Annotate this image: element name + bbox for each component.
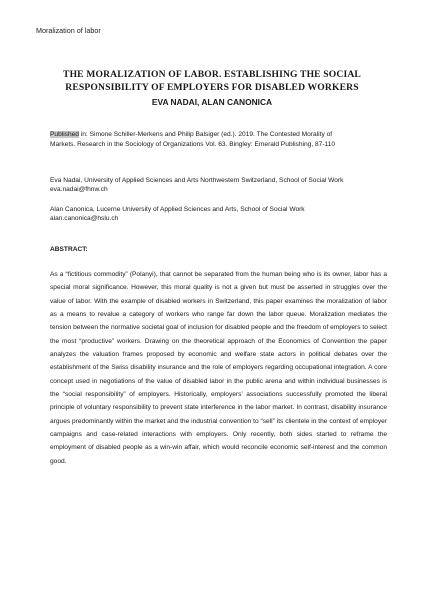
- author-email: eva.nadai@fhnw.ch: [50, 186, 108, 194]
- authors: EVA NADAI, ALAN CANONICA: [151, 97, 273, 107]
- author-email: alan.canonica@hslu.ch: [50, 215, 119, 223]
- paper-title: [36, 68, 388, 94]
- affiliation-text: Alan Canonica, Lucerne University of Applied Sciences and Arts, School of Social Work: [50, 206, 305, 213]
- running-header: Moralization of labor: [36, 26, 101, 35]
- author-affiliation-1: [50, 176, 386, 194]
- title-line-1: THE MORALIZATION OF LABOR. ESTABLISHING THE SOCIAL: [63, 69, 361, 80]
- abstract-heading: ABSTRACT:: [50, 246, 88, 253]
- abstract-body: As a “fictitious commodity” (Polanyi), that cannot be separated from the human being who is its owner, labor has a special moral significance. However, this moral quality is not a given but must be asserted in struggles over the value of labor. With the example of disabled workers in Switzerland, this paper examines the moralization of labor as a means to revalue a category of workers who range far down the labor queue. Moralization mediates the tension between the normative societal goal of inclusion for disabled people and the freedom of employers to select the most “productive” workers. Drawing on the theoretical approach of the Economics of Convention the paper analyzes the valuation frames proposed by economic and welfare state actors in political debates over the establishment of the Swiss disability insurance and the role of employers regarding occupational integration. A core concept used in negotiations of the value of disabled labor in the public arena and within individual businesses is the “social responsibility” of employers. Historically, employers’ associations successfully promoted the liberal principle of voluntary responsibility to prevent state interference in the labor market. In contrast, disability insurance argues predominantly within the market and the industrial convention to “sell” its clientele in the context of employer campaigns and case-related interactions with employers. Only recently, both sides started to reframe the employment of disabled people as a win-win affair, which would reconcile economic self-interest and the common good.: [50, 271, 387, 465]
- affiliation-text: Eva Nadai, University of Applied Sciences and Arts Northwestern Switzerland, School of Social Work: [50, 177, 344, 184]
- published-highlight: Published: [50, 131, 79, 138]
- title-block: [36, 68, 388, 107]
- publication-info: [50, 130, 386, 149]
- published-line-1: in: Simone Schiller-Merkens and Philip Balsiger (ed.). 2019. The Contested Morality of: [78, 131, 333, 138]
- title-line-2: RESPONSIBILITY OF EMPLOYERS FOR DISABLED WORKERS: [65, 82, 359, 93]
- published-line-2: Markets. Research in the Sociology of Organizations Vol. 63. Bingley: Emerald Publishing, 87-110: [50, 140, 336, 148]
- author-affiliation-2: [50, 205, 386, 223]
